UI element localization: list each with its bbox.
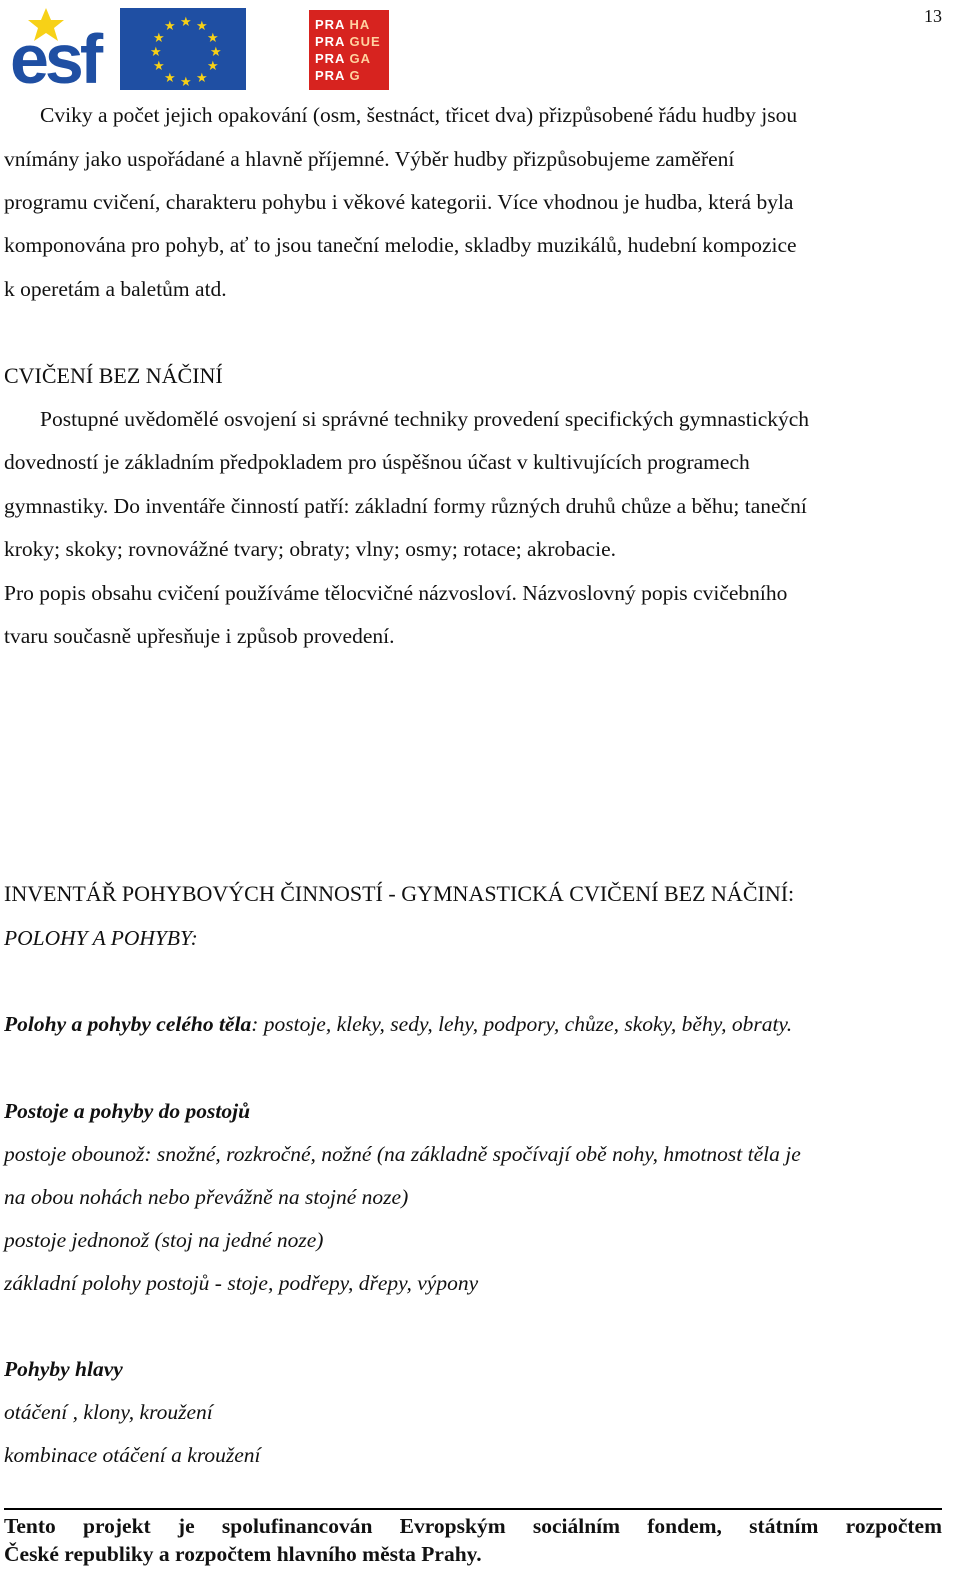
esf-logo [10,6,246,98]
eu-flag-icon [120,8,246,90]
head-line: kombinace otáčení a kroužení [4,1443,261,1467]
intro-line: komponována pro pohyb, ať to jsou taneční melodie, skladby muzikálů, hudební kompozice [4,233,797,257]
svg-text:★: ★ [207,31,219,46]
svg-text:★: ★ [196,71,208,86]
praha-logo: PRA HA PRA GUE PRA GA PRA G [309,10,389,90]
footer-line-2: České republiky a rozpočtem hlavního města Prahy. [4,1542,482,1566]
stances-line: základní polohy postojů - stoje, podřepy, dřepy, výpony [4,1271,479,1295]
section-heading: CVIČENÍ BEZ NÁČINÍ [4,363,223,388]
svg-text:★: ★ [153,59,165,74]
svg-text:★: ★ [180,75,192,90]
footer-line-1: Tento projekt je spolufinancován Evropským sociálním fondem, státním rozpočtem [4,1514,942,1538]
page-number: 13 [924,6,942,26]
header-logos [10,6,389,98]
svg-text:★: ★ [210,45,222,60]
stances-line: na obou nohách nebo převážně na stojné noze) [4,1185,409,1209]
intro-line: Cviky a počet jejich opakování (osm, šestnáct, třicet dva) přizpůsobené řádu hudby jsou [40,103,798,127]
svg-text:★: ★ [164,19,176,34]
stances-line: postoje jednonož (stoj na jedné noze) [4,1228,324,1252]
head-line: otáčení , klony, kroužení [4,1400,213,1424]
svg-text:★: ★ [180,15,192,30]
stances-line: postoje obounož: snožné, rozkročné, nožné (na základně spočívají obě nohy, hmotnost těla je [4,1142,801,1166]
svg-text:★: ★ [196,19,208,34]
section-line: kroky; skoky; rovnovážné tvary; obraty; vlny; osmy; rotace; akrobacie. [4,537,616,561]
svg-text:★: ★ [207,59,219,74]
svg-text:★: ★ [164,71,176,86]
section-line: Pro popis obsahu cvičení používáme tělocvičné názvosloví. Názvoslovný popis cvičebního [4,581,788,605]
stances-heading: Postoje a pohyby do postojů [4,1099,251,1123]
section-line: Postupné uvědomělé osvojení si správné techniky provedení specifických gymnastických [40,407,810,431]
intro-line: vnímány jako uspořádané a hlavně příjemné. Výběr hudby přizpůsobujeme zaměření [4,147,735,171]
section-line: gymnastiky. Do inventáře činností patří: základní formy různých druhů chůze a běhu; taneční [4,494,807,518]
section-line: dovedností je základním předpokladem pro úspěšnou účast v kultivujících programech [4,450,750,474]
whole-body-line [4,1011,792,1037]
intro-line: k operetám a baletům atd. [4,277,227,301]
inventory-subtitle: POLOHY A POHYBY: [4,926,198,950]
section-line: tvaru současně upřesňuje i způsob provedení. [4,624,395,648]
esf-wordmark: esf [10,20,100,98]
whole-body-label: Polohy a pohyby celého těla [4,1012,252,1036]
footer-divider [4,1508,942,1510]
svg-text:★: ★ [153,31,165,46]
inventory-title: INVENTÁŘ POHYBOVÝCH ČINNOSTÍ - GYMNASTICKÁ CVIČENÍ BEZ NÁČINÍ: [4,881,795,906]
svg-text:★: ★ [150,45,162,60]
head-heading: Pohyby hlavy [4,1357,123,1381]
whole-body-text: : postoje, kleky, sedy, lehy, podpory, chůze, skoky, běhy, obraty. [251,1012,793,1036]
intro-line: programu cvičení, charakteru pohybu i věkové kategorii. Více vhodnou je hudba, která byla [4,190,794,214]
